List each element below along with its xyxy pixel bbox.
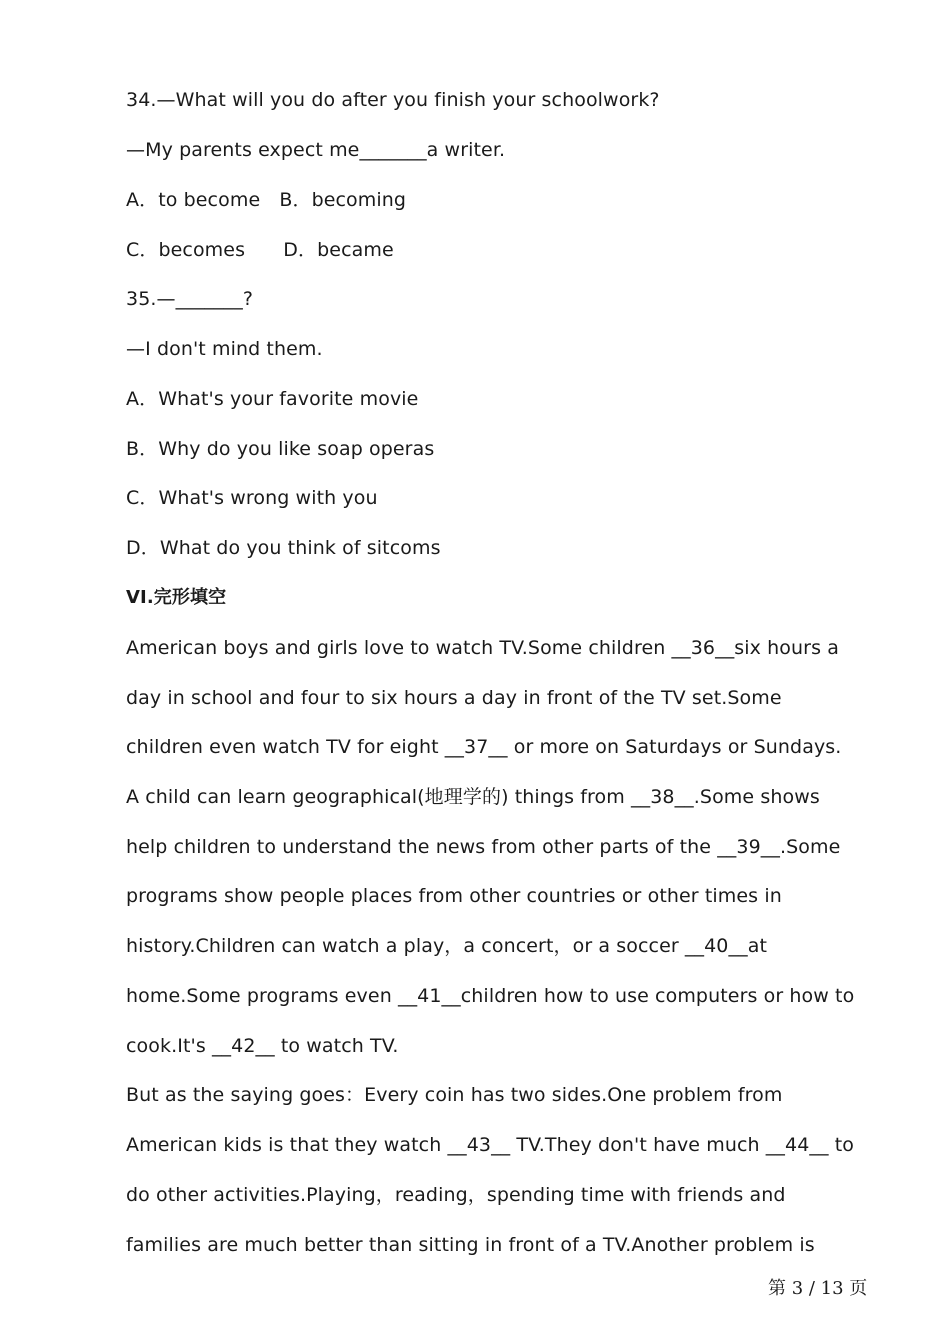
question-35-option-b: B．Why do you like soap operas xyxy=(126,438,435,460)
passage-line: day in school and four to six hours a day in front of the TV set.Some xyxy=(126,687,782,709)
question-35-prompt: 35.—_______? xyxy=(126,288,254,310)
passage-line: programs show people places from other countries or other times in xyxy=(126,885,782,907)
question-35-option-d: D．What do you think of sitcoms xyxy=(126,537,441,559)
passage-line: help children to understand the news from other parts of the __39__.Some xyxy=(126,836,841,858)
section-title: VI.完形填空 xyxy=(126,587,227,608)
question-34-options-cd: C．becomes D．became xyxy=(126,239,394,261)
question-35-response: —I don't mind them. xyxy=(126,338,323,360)
passage-line: do other activities.Playing，reading，spending time with friends and xyxy=(126,1184,786,1206)
question-34-options-ab: A．to become B．becoming xyxy=(126,189,407,211)
passage-line: families are much better than sitting in front of a TV.Another problem is xyxy=(126,1234,815,1256)
question-34-response: —My parents expect me_______a writer. xyxy=(126,139,506,161)
passage-line: American kids is that they watch __43__ TV.They don't have much __44__ to xyxy=(126,1134,855,1156)
passage-line: children even watch TV for eight __37__ or more on Saturdays or Sundays. xyxy=(126,736,842,758)
question-34-prompt: 34.—What will you do after you finish your schoolwork? xyxy=(126,89,660,111)
page-number: 第 3 / 13 页 xyxy=(768,1278,868,1299)
passage-line: cook.It's __42__ to watch TV. xyxy=(126,1035,399,1057)
question-35-option-c: C．What's wrong with you xyxy=(126,487,378,509)
passage-line: history.Children can watch a play，a concert，or a soccer __40__at xyxy=(126,935,767,957)
passage-line: But as the saying goes：Every coin has two sides.One problem from xyxy=(126,1084,783,1106)
passage-line: home.Some programs even __41__children how to use computers or how to xyxy=(126,985,855,1007)
passage-line: American boys and girls love to watch TV.Some children __36__six hours a xyxy=(126,637,839,659)
passage-line: A child can learn geographical(地理学的) things from __38__.Some shows xyxy=(126,786,820,808)
question-35-option-a: A．What's your favorite movie xyxy=(126,388,419,410)
